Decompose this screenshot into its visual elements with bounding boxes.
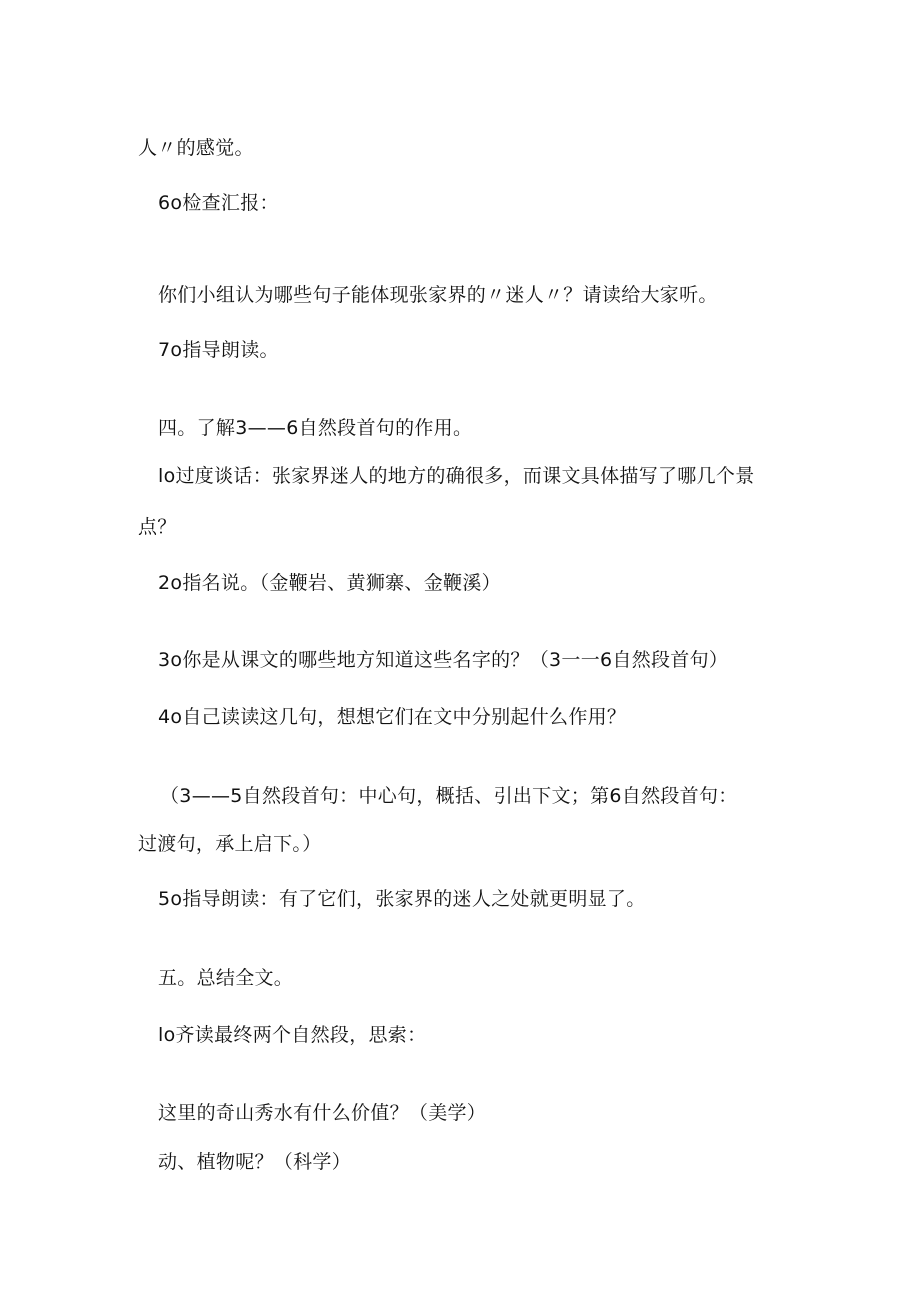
text-line-16: 这里的奇山秀水有什么价值？（美学） — [158, 1102, 487, 1124]
text-line-10: 4o自己读读这几句，想想它们在文中分别起什么作用？ — [158, 706, 627, 728]
text-line-12: 过渡句，承上启下。） — [138, 833, 322, 855]
text-line-13: 5o指导朗读：有了它们，张家界的迷人之处就更明显了。 — [158, 888, 646, 910]
text-line-7: 点？ — [138, 516, 177, 538]
text-line-8: 2o指名说。（金鞭岩、黄狮寨、金鞭溪） — [158, 572, 501, 594]
text-line-6: lo过度谈话：张家界迷人的地方的确很多，而课文具体描写了哪几个景 — [158, 465, 755, 487]
text-line-15: lo齐读最终两个自然段，思索： — [158, 1024, 427, 1046]
text-line-3: 你们小组认为哪些句子能体现张家界的〃迷人〃？请读给大家听。 — [158, 284, 718, 306]
text-line-11: （3——5自然段首句：中心句，概括、引出下文；第6自然段首句： — [160, 785, 738, 807]
section-heading-5: 五。总结全文。 — [158, 967, 294, 989]
text-line-2: 6o检查汇报： — [158, 192, 279, 214]
text-line-1: 人〃的感觉。 — [138, 137, 254, 159]
section-heading-4: 四。了解3——6自然段首句的作用。 — [158, 417, 473, 439]
text-line-17: 动、植物呢？（科学） — [158, 1151, 352, 1173]
text-line-4: 7o指导朗读。 — [158, 339, 279, 361]
text-line-9: 3o你是从课文的哪些地方知道这些名字的？（3一一6自然段首句） — [158, 649, 729, 671]
